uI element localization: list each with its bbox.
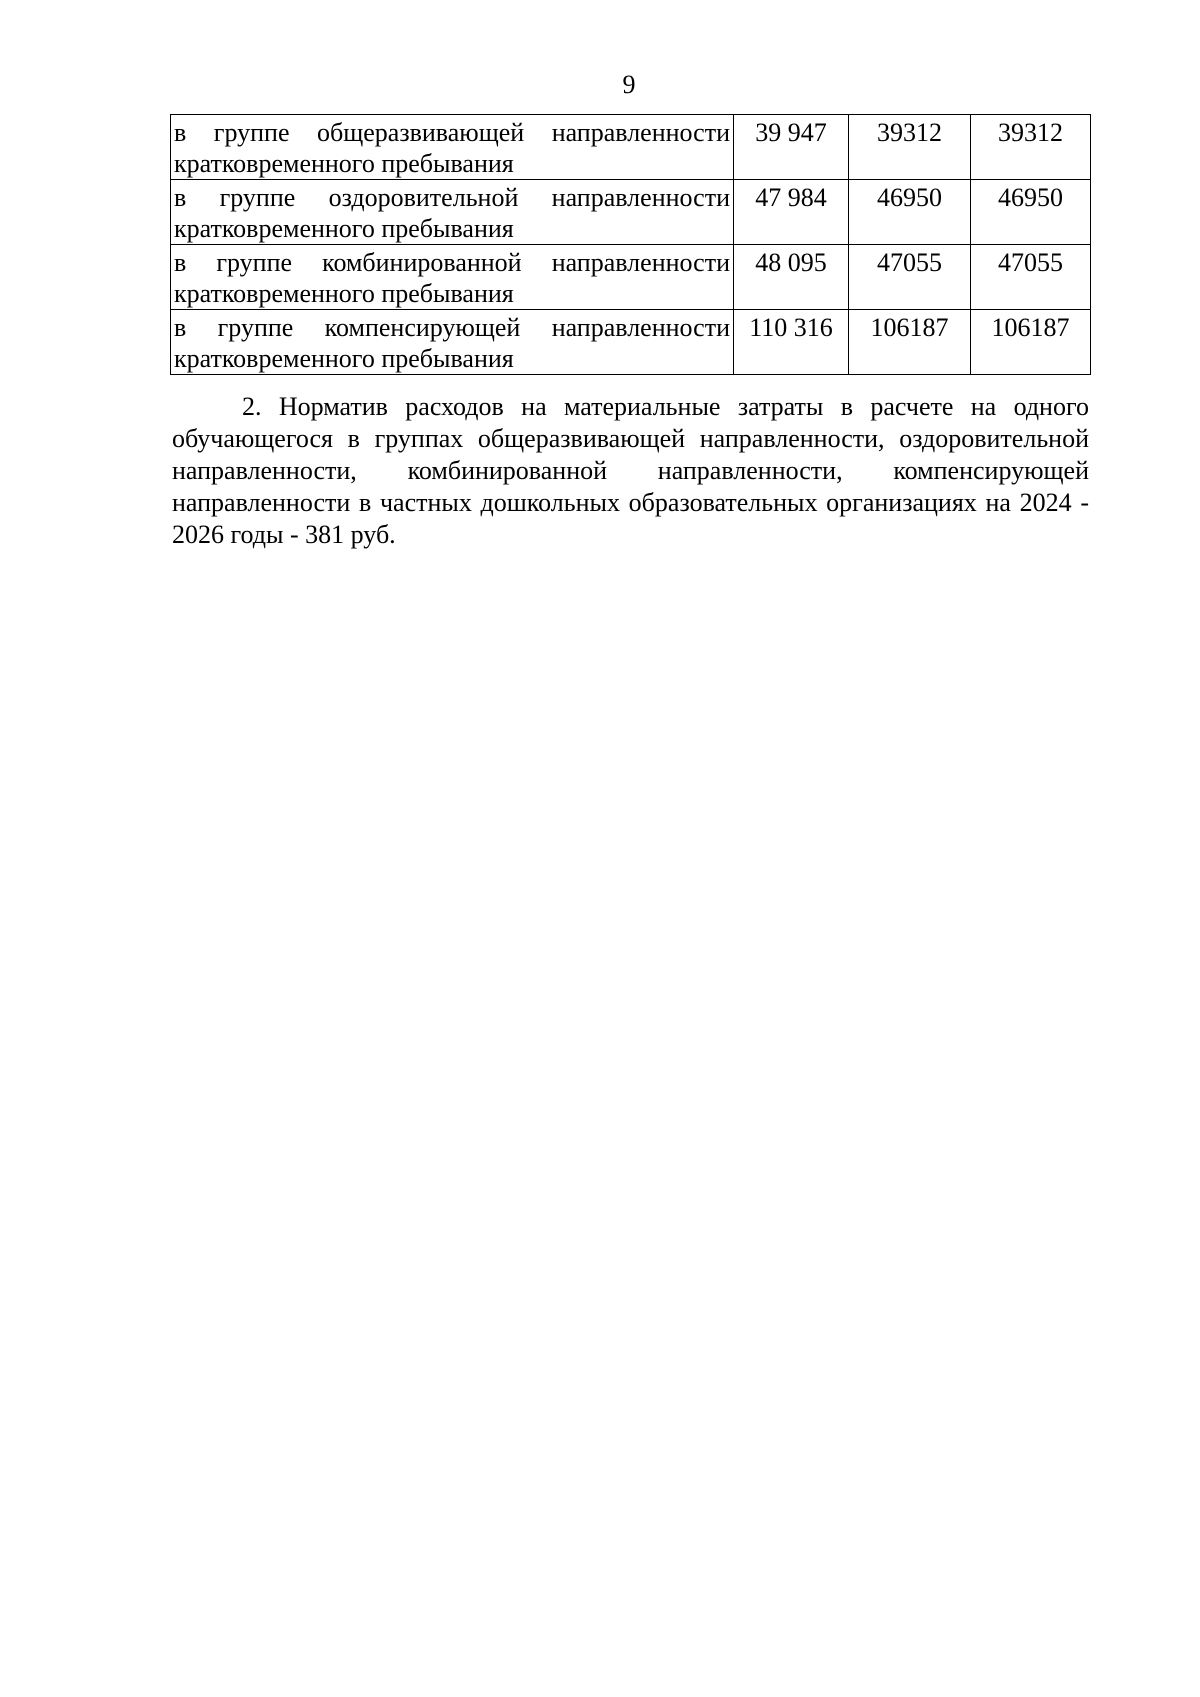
- body-paragraph: 2. Норматив расходов на материальные затраты в расчете на одного обучающегося в группах общеразвивающей направленности, оздоровительной направленности, комбинированной направленности, компенсирующей направленности в частных дошкольных образовательных организациях на 2024 - 2026 годы - 381 руб.: [172, 392, 1089, 549]
- value-cell-2025: 106187: [849, 310, 971, 375]
- page-number: 9: [622, 70, 636, 99]
- value-cell-2024: 110 316: [734, 310, 849, 375]
- value-cell-2026: 47055: [971, 245, 1091, 310]
- row-description: в группе комбинированной направленности кратковременного пребывания: [171, 245, 734, 310]
- value-cell-2025: 47055: [849, 245, 971, 310]
- value-cell-2025: 46950: [849, 180, 971, 245]
- norms-table: [170, 114, 1091, 375]
- value-cell-2024: 47 984: [734, 180, 849, 245]
- value-cell-2026: 39312: [971, 115, 1091, 180]
- row-description: в группе оздоровительной направленности кратковременного пребывания: [171, 180, 734, 245]
- row-description: в группе компенсирующей направленности кратковременного пребывания: [171, 310, 734, 375]
- value-cell-2026: 106187: [971, 310, 1091, 375]
- table-row: [171, 310, 1091, 375]
- table-row: [171, 245, 1091, 310]
- value-cell-2024: 39 947: [734, 115, 849, 180]
- table-row: [171, 115, 1091, 180]
- value-cell-2026: 46950: [971, 180, 1091, 245]
- table-row: [171, 180, 1091, 245]
- value-cell-2025: 39312: [849, 115, 971, 180]
- row-description: в группе общеразвивающей направленности кратковременного пребывания: [171, 115, 734, 180]
- value-cell-2024: 48 095: [734, 245, 849, 310]
